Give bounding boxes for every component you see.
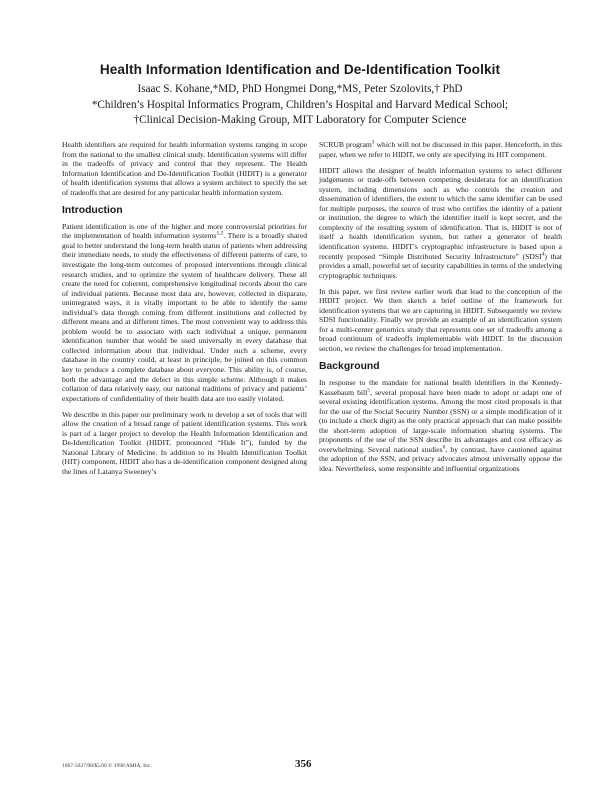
left-column [62,140,307,483]
citation-4: 4 [541,250,545,257]
abstract-paragraph: Health identifiers are required for health information systems ranging in scope from the national to the smallest clinical study. Identification systems will differ in the tradeoffs of privacy and control that they represent. The Health Information Identification and De-Identification Toolkit (HIDIT) is a generator of health identification systems that allows a system architect to specify the set of tradeoffs that are desired for any particular health information system. [62,140,307,197]
right-p2-text-b: ) that provides a small, powerful set of security capabilities in terms of the underlying cryptographic techniques. [319,251,562,280]
background-paragraph-1 [319,378,562,473]
right-p1-text-a: SCRUB program [319,140,372,149]
bg-p1-text-b: , several proposal have been made to adopt or adapt one of several existing identification systems. Among the most cited proposals is that for the use of the Social Security Number (SSN) or a simple modification of it (to include a check digit) as the only practical approach that can make possible the short-term adoption of large-scale information sharing systems. The proponents of the use of the SSN describe its advantages and cost efficacy as overwhelming. Several national studies [319,387,563,454]
right-column [319,140,562,480]
intro-p1-text-b: . There is a broadly shared goal to better understand the long-term health status of patients when addressing their immediate needs, to study the effectiveness of different patterns of care, to investigate the long-term outcomes of proposed interventions through clinical research studies, and to optimize the system of healthcare delivery. These all create the need for coherent, comprehensive longitudinal records about the care of individual patients. Because most data are, however, collected in disparate, unintegrated ways, it is vitally important to be able to identify the same individual’s data though coming from different institutions and collected by different means and at different times. The most convenient way to address this problem would be to associate with each individual a unique, permanent identification number that would be used universally in every database that collected information about that individual. Under such a scheme, every database in the country could, at least in principle, be joined on this common key to produce a complete database about everyone. This ability is, of course, both the advantage and the defect in this simple scheme. Although it makes collation of data relatively easy, our national traditions of privacy and patients’ expectations of confidentiality of their health data are too easily violated. [62,231,307,403]
author-list: Isaac S. Kohane,*MD, PhD Hongmei Dong,*MS, Peter Szolovits,† PhD [137,83,463,95]
citation-1-2: 1,2 [216,230,224,237]
page-number: 356 [295,758,312,770]
right-paragraph-1 [319,140,562,159]
citation-5: 5 [367,387,371,394]
intro-p1-text-a: Patient identification is one of the higher and more controversial priorities for the implementation of health information systems [62,221,307,241]
affiliation-line-1: *Children’s Hospital Informatics Program, Children’s Hospital and Harvard Medical School; [91,99,509,111]
introduction-paragraph-1 [62,222,307,403]
right-paragraph-3: In this paper, we first review earlier work that lead to the conception of the HIDIT project. We then sketch a brief outline of the framework for identification systems that we are capturing in HIDIT. Subsequently we review SDSI functionality. Finally we provide an example of an identification system for a multi-center genomics study that represents one set of tradeoffs among a broad continuum of tradeoffs implementable with HIDIT. In the discussion section, we review the challenges for broad implementation. [319,286,562,353]
right-p1-text-b: which will not be discussed in this paper. Henceforth, in this paper, when we refer to HIDIT, we only are specifying its HIT component. [319,140,563,159]
bg-p1-text-c: , by contrast, have cautioned against the adoption of the SSN, and privacy advocates almost universally oppose the idea. Nevertheless, some responsible and influential organizations [319,444,562,473]
affiliation-line-2: †Clinical Decision-Making Group, MIT Laboratory for Computer Science [133,114,467,126]
paper-title: Health Information Identification and De-Identification Toolkit [99,62,501,77]
citation-3: 3 [371,139,375,146]
introduction-heading: Introduction [62,205,123,217]
right-paragraph-2 [319,166,562,281]
right-p2-text-a: HIDIT allows the designer of health information systems to select different judgements or trade-offs between competing desiderata for an identification system, including dimensions such as who controls the creation and dissemination of identifiers, the extent to which the same identifier can be used for multiple purposes, the source of trust who certifies the identity of a patient or institution, the degree to which the identifier itself is kept secret, and the complexity of the resulting system of identification. That is, HIDIT is not of itself a health identification system, but rather a generator of health identification systems. HIDIT’s cryptographic infrastructure is based upon a recently proposed “Simple Distributed Security Infrastructure” (SDSI [319,165,562,261]
copyright-footer: 1067-5027/98/$5.00 © 1998 AMIA, Inc. [62,763,152,769]
background-heading: Background [319,361,380,373]
citation-6: 6 [442,444,446,451]
bg-p1-text-a: In response to the mandate for national health identifiers in the Kennedy-Kassebaum bill [319,378,562,397]
introduction-paragraph-2: We describe in this paper our preliminary work to develop a set of tools that will allow the creation of a broad range of patient identification systems. This work is part of a larger project to develop the Health Information Identification and De-Identification Toolkit (HIDIT, pronounced “Hide It”), funded by the National Library of Medicine. In addition to its Health Identification Toolkit (HIT) component, HIDIT also has a de-identification component designed along the lines of Latanya Sweeney’s [62,409,307,476]
